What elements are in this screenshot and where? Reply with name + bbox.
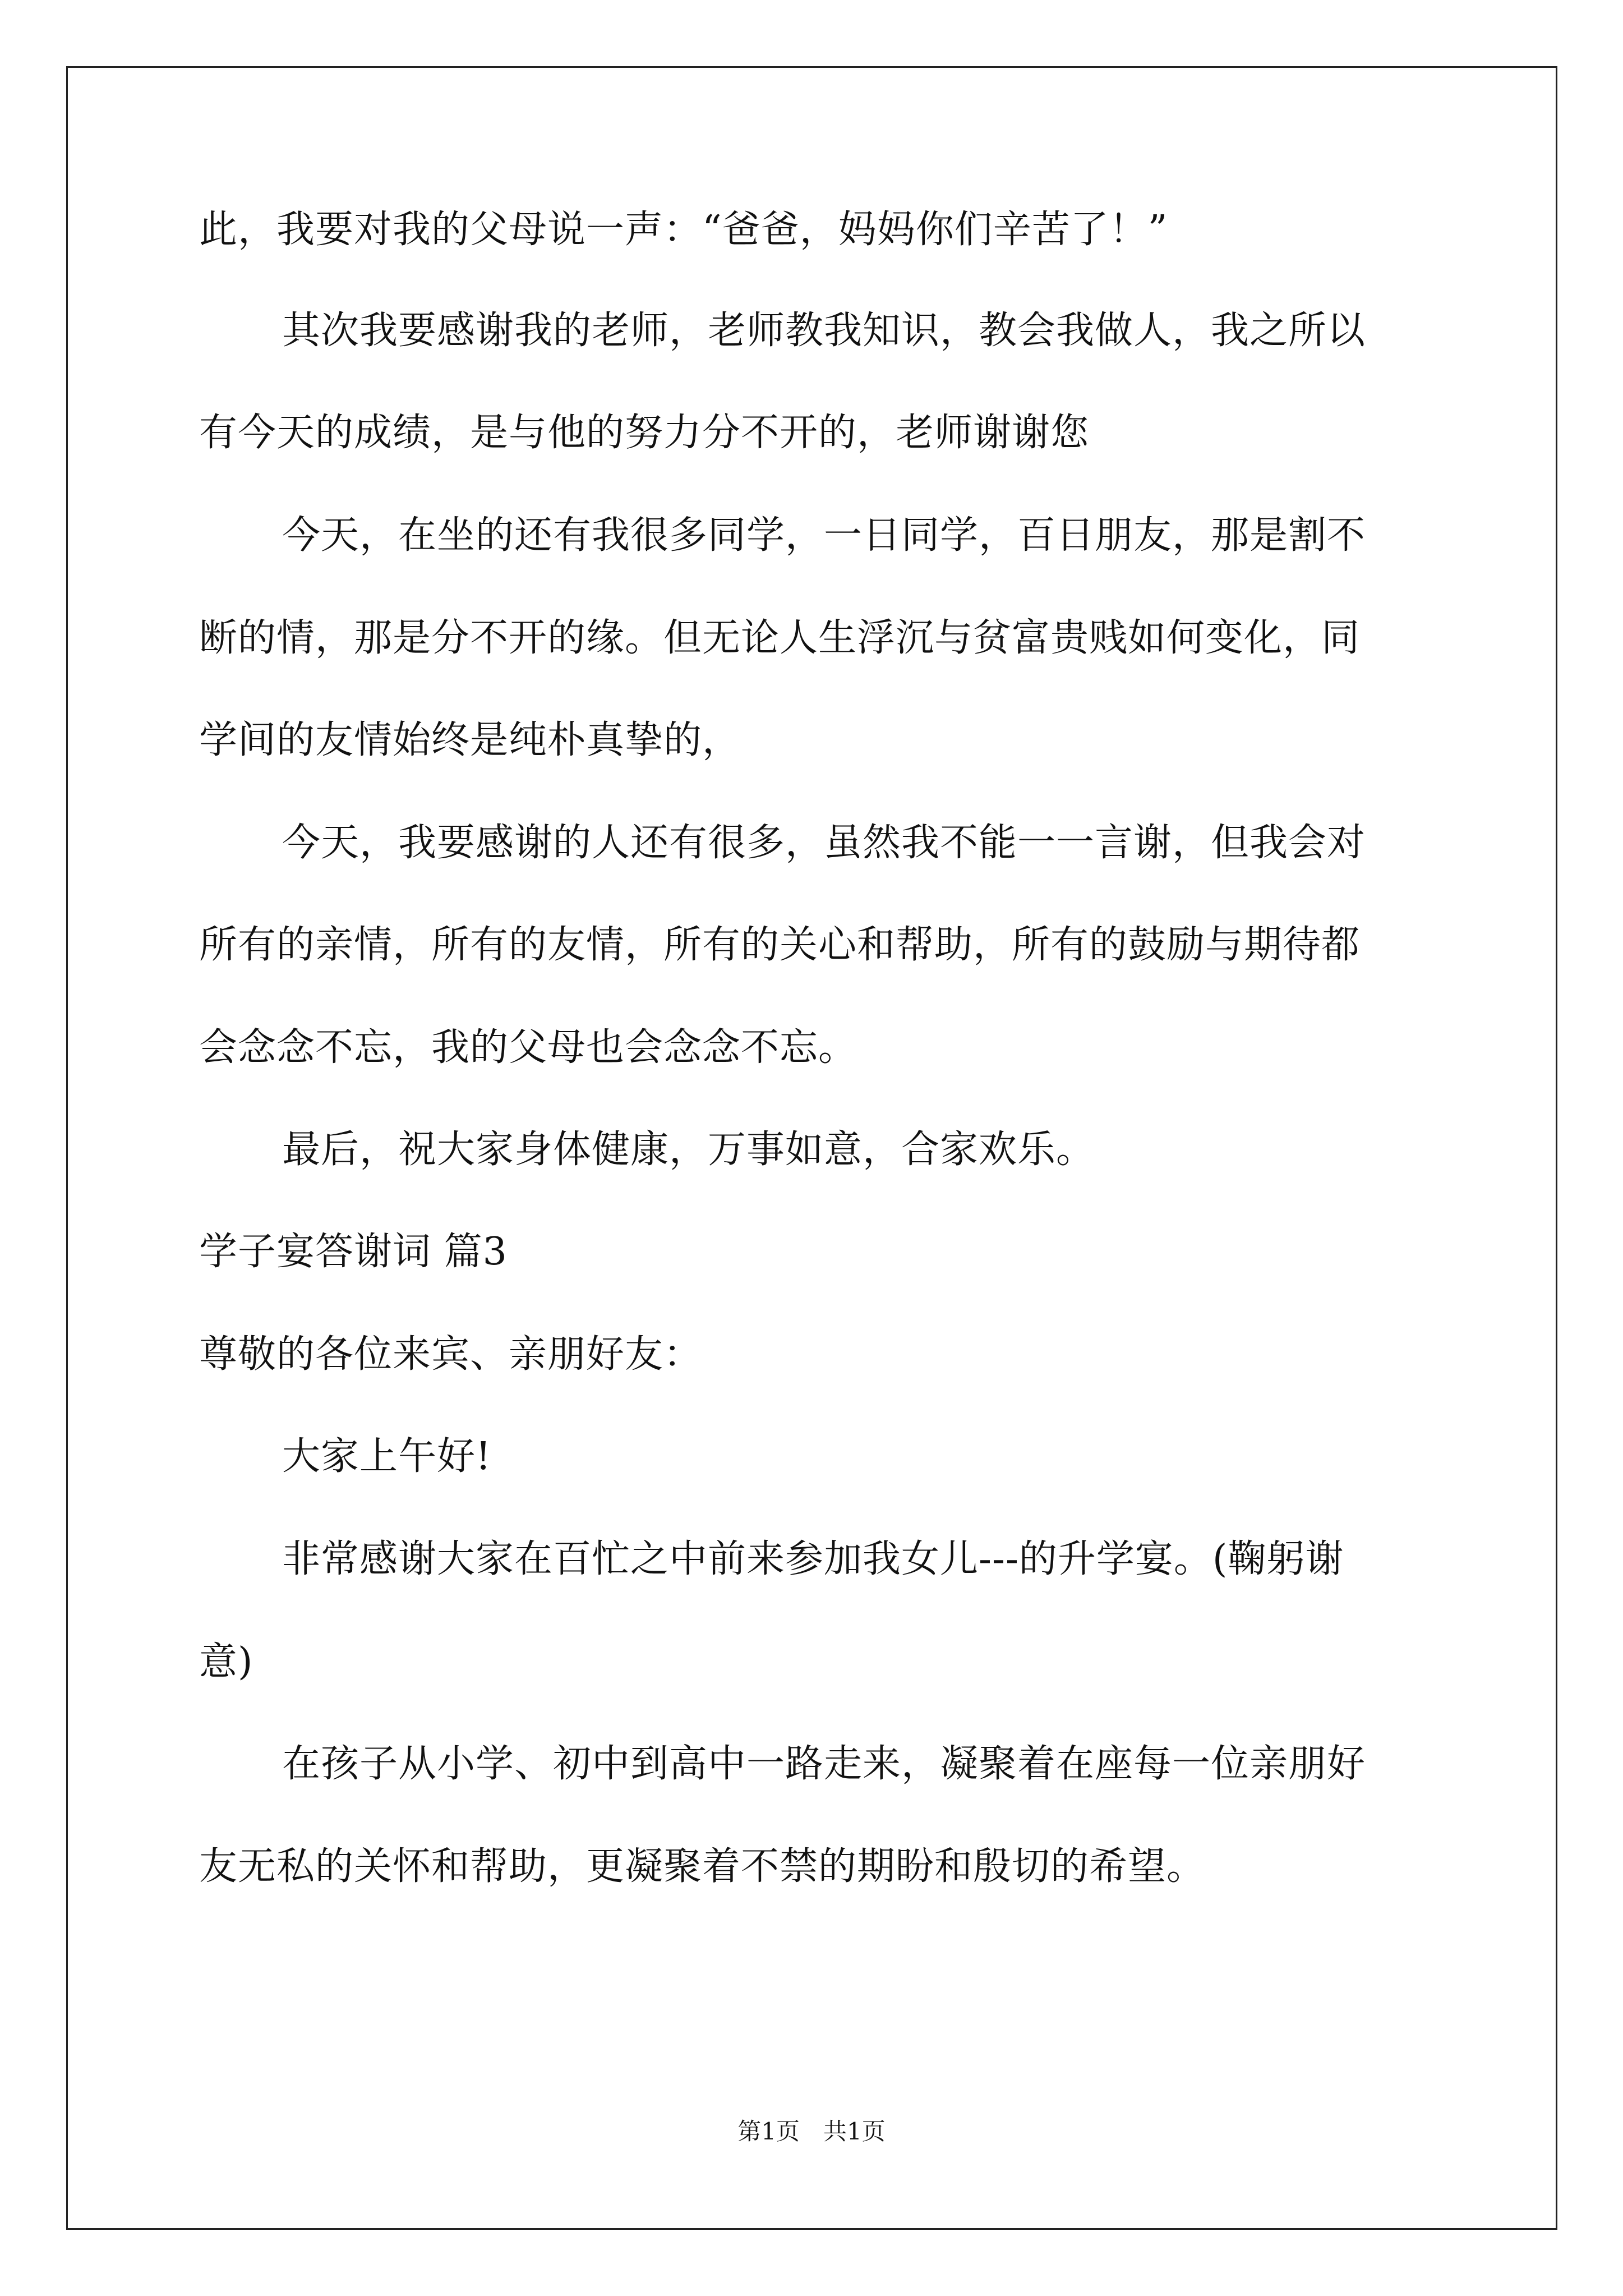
- text-line-15: 意): [199, 1640, 253, 1684]
- section-heading: 学子宴答谢词 篇3: [199, 1230, 508, 1274]
- greeting: 大家上午好!: [282, 1434, 492, 1479]
- text-line-4: 今天，在坐的还有我很多同学，一日同学，百日朋友，那是割不: [282, 513, 1366, 558]
- text-line-2: 其次我要感谢我的老师，老师教我知识，教会我做人，我之所以: [282, 309, 1366, 353]
- page-number-footer: 第1页 共1页: [737, 2118, 886, 2145]
- text-line-9: 会念念不忘，我的父母也会念念不忘。: [199, 1025, 857, 1070]
- text-line-17: 友无私的关怀和帮助，更凝聚着不禁的期盼和殷切的希望。: [199, 1844, 1206, 1889]
- text-line-3: 有今天的成绩，是与他的努力分不开的，老师谢谢您: [199, 411, 1090, 455]
- text-line-1: 此，我要对我的父母说一声：“爸爸，妈妈你们辛苦了！”: [199, 208, 1168, 252]
- text-line-7: 今天，我要感谢的人还有很多，虽然我不能一一言谢，但我会对: [282, 821, 1366, 865]
- text-line-16: 在孩子从小学、初中到高中一路走来，凝聚着在座每一位亲朋好: [282, 1742, 1366, 1786]
- text-line-14: 非常感谢大家在百忙之中前来参加我女儿---的升学宴。(鞠躬谢: [282, 1537, 1344, 1581]
- text-line-6: 学间的友情始终是纯朴真挚的，: [199, 718, 741, 762]
- text-line-10: 最后，祝大家身体健康，万事如意，合家欢乐。: [282, 1128, 1095, 1172]
- text-line-5: 断的情，那是分不开的缘。但无论人生浮沉与贫富贵贱如何变化，同: [199, 616, 1361, 660]
- text-line-8: 所有的亲情，所有的友情，所有的关心和帮助，所有的鼓励与期待都: [199, 923, 1361, 967]
- salutation: 尊敬的各位来宾、亲朋好友：: [199, 1332, 703, 1377]
